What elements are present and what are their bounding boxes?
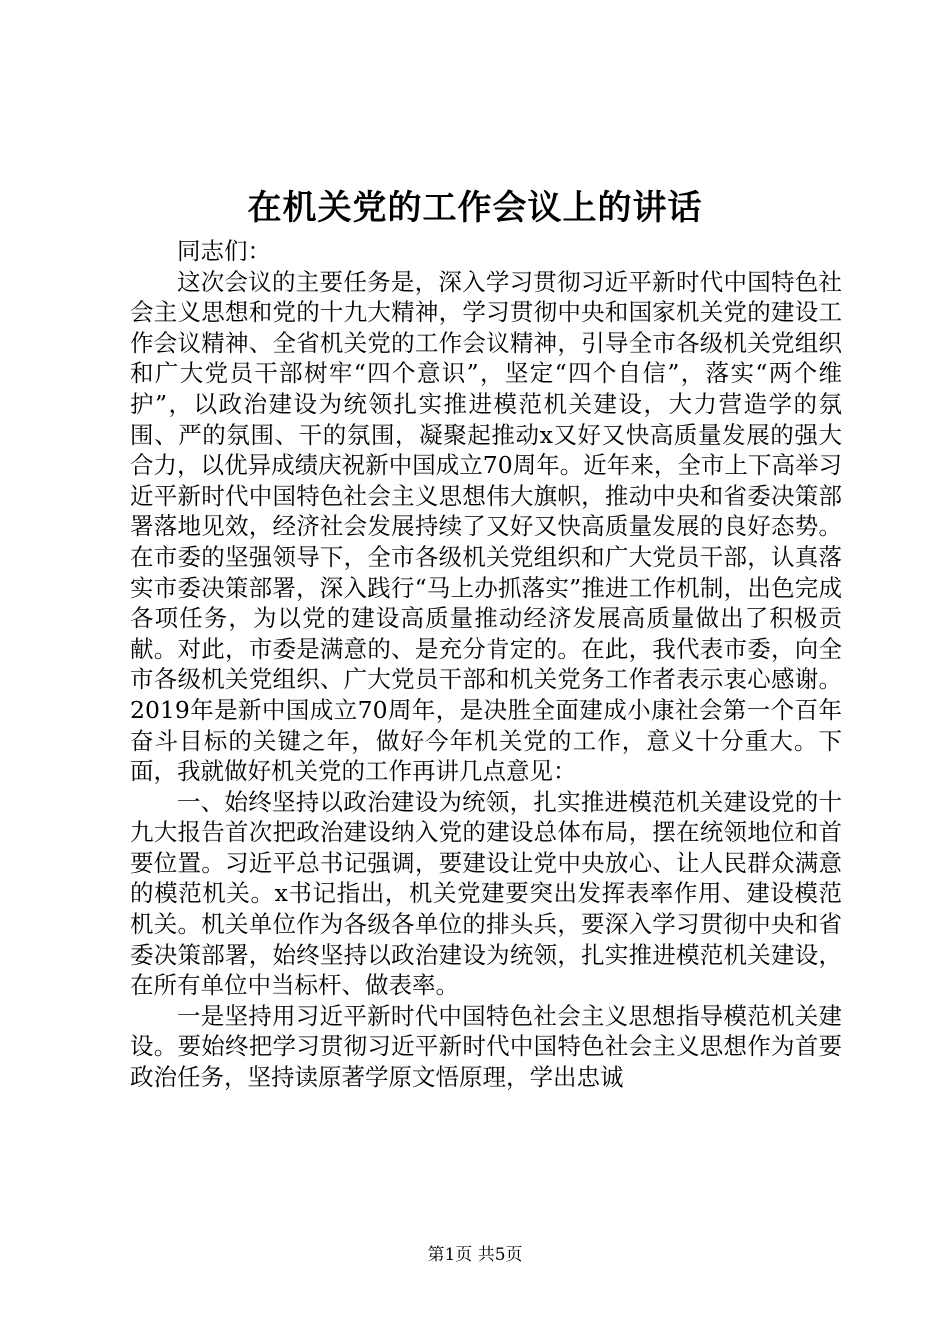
body-paragraph: 一是坚持用习近平新时代中国特色社会主义思想指导模范机关建设。要始终把学习贯彻习近平新时代中国特色社会主义思想作为首要政治任务，坚持读原著学原文悟原理，学出忠诚 <box>130 1001 842 1092</box>
body-paragraph: 这次会议的主要任务是，深入学习贯彻习近平新时代中国特色社会主义思想和党的十九大精神，学习贯彻中央和国家机关党的建设工作会议精神、全省机关党的工作会议精神，引导全市各级机关党组织和广大党员干部树牢“四个意识”，坚定“四个自信”，落实“两个维护”，以政治建设为统领扎实推进模范机关建设，大力营造学的氛围、严的氛围、干的氛围，凝聚起推动x又好又快高质量发展的强大合力，以优异成绩庆祝新中国成立70周年。近年来，全市上下高举习近平新时代中国特色社会主义思想伟大旗帜，推动中央和省委决策部署落地见效，经济社会发展持续了又好又快高质量发展的良好态势。在市委的坚强领导下，全市各级机关党组织和广大党员干部，认真落实市委决策部署，深入践行“马上办抓落实”推进工作机制，出色完成各项任务，为以党的建设高质量推动经济发展高质量做出了积极贡献。对此，市委是满意的、是充分肯定的。在此，我代表市委，向全市各级机关党组织、广大党员干部和机关党务工作者表示衷心感谢。2019年是新中国成立70周年，是决胜全面建成小康社会第一个百年奋斗目标的关键之年，做好今年机关党的工作，意义十分重大。下面，我就做好机关党的工作再讲几点意见： <box>130 267 842 786</box>
document-body <box>130 236 842 1093</box>
page-number-footer: 第1页 共5页 <box>427 1245 523 1265</box>
document-title: 在机关党的工作会议上的讲话 <box>247 188 703 228</box>
salutation-paragraph: 同志们： <box>177 237 271 265</box>
body-paragraph: 一、始终坚持以政治建设为统领，扎实推进模范机关建设党的十九大报告首次把政治建设纳入党的建设总体布局，摆在统领地位和首要位置。习近平总书记强调，要建设让党中央放心、让人民群众满意的模范机关。x书记指出，机关党建要突出发挥表率作用、建设模范机关。机关单位作为各级各单位的排头兵，要深入学习贯彻中央和省委决策部署，始终坚持以政治建设为统领，扎实推进模范机关建设，在所有单位中当标杆、做表率。 <box>130 787 842 1000</box>
